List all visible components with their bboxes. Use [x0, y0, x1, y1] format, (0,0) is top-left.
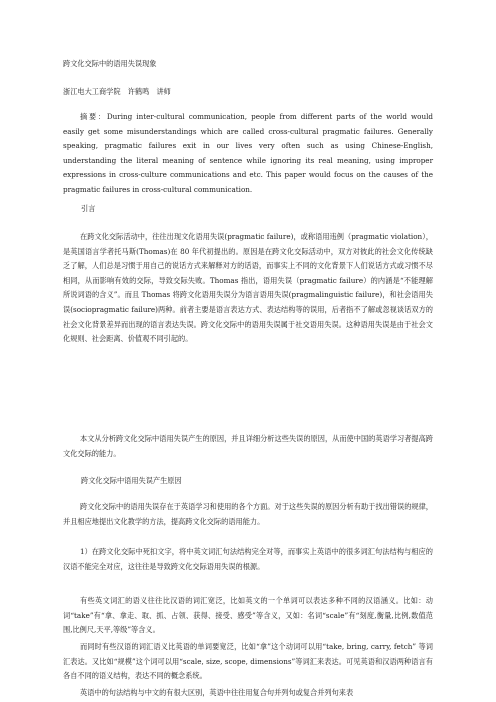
abstract-text: During inter-cultural communication, people from different parts of the world would easily get some misunderstandings which are called cross-cultural pragmatic failures. Generally speaking, pragmatic failures exit in our lives very often such as using Chinese-English, understanding the literal meaning of sentence while ignoring its real meaning, using improper expressions in cross-culture communications and etc. This paper would focus on the causes of the pragmatic failures in cross-cultural communication.	[63, 112, 433, 194]
paragraph-4: 1）在跨文化交际中死扣文字，将中英文词汇句法结构完全对等，而事实上英语中的很多词汇句法结构与相应的汉语不能完全对应，这往往是导致跨文化交际语用失误的根源。	[63, 547, 433, 571]
section-heading: 跨文化交际中语用失误产生原因	[81, 476, 182, 485]
author-line: 浙江电大工商学院 许鹤鸣 讲师	[63, 87, 171, 96]
paragraph-1: 在跨文化交际活动中，往往出现文化语用失误(pragmatic failure)，或称语用违例（pragmatic violation），是英国语言学者托马斯(Thomas)在 80 年代初提出的。原因是在跨文化交际活动中，双方对彼此的社会文化传统缺乏了解，人们总是习惯于用自己的说话方式来解释对方的话语，而事实上不同的文化背景下人们说话方式或习惯不尽相同，从而影响有效的交际，导致交际失败。Thomas 指出，语用失误（pragmatic failure）的内涵是“不能理解所说词语的含义”。而且 Thomas 将跨文化语用失误分为语言语用失误(pragmalinguistic failure)，和社会语用失误(sociopragmatic failure)两种。前者主要是语言表达方式、表达结构等的误用，后者指不了解或忽视谈话双方的社会文化背景差异而出现的语言表达失误。跨文化交际中的语用失误属于社交语用失误。这种语用失误是由于社会文化规则、社会距离、价值观不同引起的。	[63, 232, 433, 344]
paragraph-5: 有些英文词汇的语义往往比汉语的词汇宽泛，比如英文的一个单词可以表达多种不同的汉语涵义。比如：动词“take”有“拿、拿走、取、抓、占领、获得、接受、感受”等含义，又如：名词“scale”有“刻度,衡量,比例,数值范围,比例尺,天平,等级”等含义。	[63, 596, 433, 635]
abstract-label: 摘要：	[80, 112, 107, 121]
intro-heading: 引言	[81, 204, 96, 213]
paragraph-3: 跨文化交际中的语用失误存在于英语学习和使用的各个方面。对于这些失误的原因分析有助于找出错误的规律，并且相应地提出文化教学的方法，提高跨文化交际的语用能力。	[63, 502, 433, 526]
paragraph-7: 英语中的句法结构与中文的有很大区别，英语中往往用复合句并列句或复合并列句来表	[80, 688, 354, 697]
abstract	[63, 110, 433, 198]
paragraph-6: 而同时有些汉语的词汇语义比英语的单词要宽泛，比如“拿”这个动词可以用“take, bring, carry, fetch” 等词汇表达。又比如“规模”这个词可以用“scale, size, scope, dimensions”等词汇来表达。可见英语和汉语两种语言有各自不同的语义结构，表达不同的概念系统。	[63, 642, 433, 681]
document-title: 跨文化交际中的语用失误现象	[63, 59, 157, 68]
paragraph-2: 本文从分析跨文化交际中语用失误产生的原因，并且详细分析这些失误的原因，从而使中国的英语学习者提高跨文化交际的能力。	[63, 434, 433, 458]
